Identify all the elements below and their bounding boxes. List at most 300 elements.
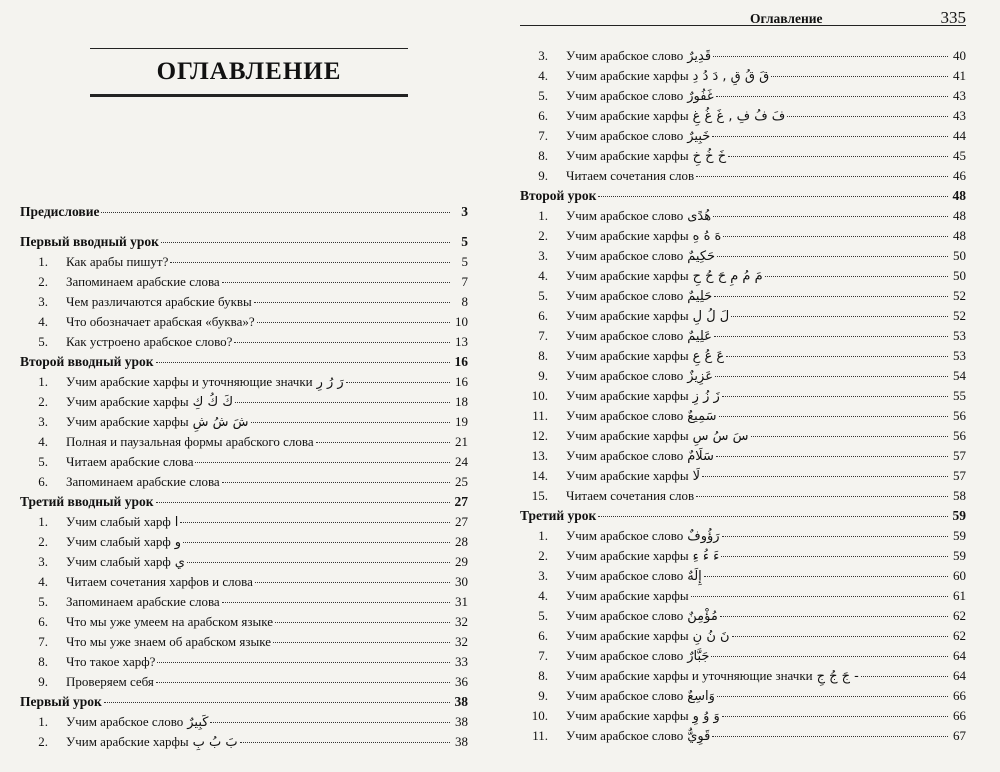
dot-leader [696,176,948,177]
toc-entry[interactable] [520,488,966,508]
entry-page-number: 19 [455,414,468,429]
dot-leader [719,416,949,417]
entry-page-number: 48 [952,188,966,203]
entry-page-number: 66 [953,708,966,723]
entry-number: 12. [531,428,548,443]
entry-title: Учим слабый харф [66,534,171,549]
entry-title: Учим слабый харф [66,554,171,569]
entry-number: 4. [538,68,548,83]
toc-entry[interactable] [20,574,468,594]
toc-section[interactable] [520,188,966,208]
entry-title: Проверяем себя [66,674,154,689]
arabic-text: - جَ جُ جِ [816,669,859,684]
toc-entry[interactable] [20,554,468,574]
entry-page-number: 52 [953,308,966,323]
toc-entry[interactable] [520,108,966,128]
toc-entry[interactable] [520,528,966,548]
dot-leader [704,576,948,577]
entry-title: Третий вводный урок [20,494,154,509]
entry-title: Учим арабские харфы [566,68,689,83]
entry-title: Чем различаются арабские буквы [66,294,252,309]
page-title: ОГЛАВЛЕНИЕ [156,58,342,85]
entry-number: 9. [538,688,548,703]
dot-leader [101,212,450,213]
toc-entry[interactable] [520,248,966,268]
dot-leader [156,502,451,503]
arabic-text: عَ عُ عِ [692,349,725,364]
toc-entry[interactable] [20,514,468,534]
entry-title: Что такое харф? [66,654,156,669]
dot-leader [712,736,948,737]
entry-number: 4. [38,434,48,449]
entry-title: Учим арабские харфы [566,708,689,723]
entry-number: 9. [538,368,548,383]
entry-page-number: 16 [454,354,468,369]
toc-entry[interactable] [20,314,468,334]
entry-page-number: 30 [455,574,468,589]
arabic-text: غَفُورٌ [687,89,714,104]
arabic-text: وَاسِعٌ [687,689,715,704]
header-title: Оглавление [750,11,823,26]
dot-leader [240,742,450,743]
dot-leader [713,56,948,57]
entry-number: 3. [38,414,48,429]
dot-leader [157,662,450,663]
entry-title: Учим арабское слово [566,528,684,543]
arabic-text: مَ مُ مِ حَ حُ حِ [692,269,763,284]
entry-page-number: 45 [953,148,966,163]
toc-entry[interactable] [520,208,966,228]
arabic-text: خَبِيرٌ [687,129,711,144]
toc-entry[interactable] [520,48,966,68]
entry-number: 6. [538,108,548,123]
entry-title: Учим арабское слово [566,608,684,623]
entry-number: 2. [38,734,48,749]
dot-leader [861,676,948,677]
toc-section[interactable] [20,354,468,374]
dot-leader [717,256,948,257]
entry-page-number: 56 [953,408,966,423]
entry-number: 5. [38,454,48,469]
entry-title: Как арабы пишут? [66,254,169,269]
arabic-text: لَا [692,469,701,484]
dot-leader [728,156,948,157]
entry-number: 6. [38,614,48,629]
entry-page-number: 57 [953,468,966,483]
dot-leader [726,356,948,357]
entry-title: Учим арабское слово [566,568,684,583]
dot-leader [183,542,450,543]
entry-number: 5. [538,288,548,303]
entry-number: 1. [38,514,48,529]
toc-entry[interactable] [520,588,966,608]
arabic-text: قَوِيٌّ [687,729,711,744]
entry-title: Учим арабское слово [566,208,684,223]
entry-number: 5. [538,88,548,103]
dot-leader [731,316,948,317]
toc-entry[interactable] [520,368,966,388]
entry-title: Учим арабские харфы [566,148,689,163]
arabic-text: شَ شُ شِ [192,415,249,430]
dot-leader [255,582,450,583]
entry-number: 11. [532,728,548,743]
entry-title: Учим арабское слово [66,714,184,729]
arabic-text: قَ قُ قِ , دَ دُ دِ [692,69,770,84]
entry-title: Предисловие [20,204,100,219]
entry-title: Учим арабское слово [566,688,684,703]
arabic-text: بَ بُ بِ [192,735,238,750]
entry-title: Полная и паузальная формы арабского слова [66,434,314,449]
arabic-text: ءَ ءُ ءِ [692,549,720,564]
entry-page-number: 28 [455,534,468,549]
entry-page-number: 21 [455,434,468,449]
entry-number: 4. [38,574,48,589]
entry-title: Что обозначает арабская «буква»? [66,314,255,329]
dot-leader [195,462,450,463]
entry-number: 1. [538,208,548,223]
entry-number: 2. [38,274,48,289]
toc-title-block [90,48,408,97]
entry-page-number: 52 [953,288,966,303]
toc-entry[interactable] [20,394,468,414]
entry-page-number: 59 [953,548,966,563]
entry-page-number: 57 [953,448,966,463]
toc-entry[interactable] [520,728,966,748]
entry-title: Учим арабские харфы [566,628,689,643]
title-bottom-rule [90,94,408,97]
dot-leader [235,402,450,403]
dot-leader [716,96,948,97]
entry-page-number: 64 [953,668,966,683]
dot-leader [751,436,948,437]
toc-section[interactable] [20,494,468,514]
entry-number: 15. [531,488,548,503]
entry-number: 2. [38,394,48,409]
arabic-text: لَ لُ لِ [692,309,730,324]
dot-leader [722,396,948,397]
dot-leader [187,562,450,563]
entry-title: Учим арабское слово [566,248,684,263]
entry-page-number: 5 [461,234,468,249]
entry-page-number: 53 [953,328,966,343]
entry-page-number: 43 [953,88,966,103]
entry-page-number: 13 [455,334,468,349]
entry-number: 7. [538,328,548,343]
entry-page-number: 40 [953,48,966,63]
entry-number: 5. [38,334,48,349]
arabic-text: رَ رُ رِ [316,375,344,390]
toc-entry[interactable] [520,428,966,448]
arabic-text: عَزِيزٌ [687,369,713,384]
entry-page-number: 27 [454,494,468,509]
toc-entry[interactable] [20,334,468,354]
entry-page-number: 44 [953,128,966,143]
dot-leader [257,322,450,323]
entry-title: Учим арабские харфы и уточняющие значки [566,668,813,683]
entry-page-number: 50 [953,268,966,283]
toc-right-list [520,48,966,748]
dot-leader [273,642,450,643]
entry-number: 1. [38,254,48,269]
entry-title: Второй урок [520,188,597,203]
entry-title: Учим арабское слово [566,448,684,463]
entry-page-number: 32 [455,614,468,629]
toc-entry[interactable] [520,408,966,428]
toc-entry[interactable] [20,274,468,294]
toc-entry[interactable] [520,608,966,628]
toc-entry[interactable] [520,288,966,308]
entry-page-number: 38 [454,694,468,709]
toc-left-list [20,204,468,754]
entry-number: 14. [531,468,548,483]
arabic-text: خَ خُ خِ [692,149,727,164]
entry-page-number: 62 [953,628,966,643]
toc-entry[interactable] [520,68,966,88]
entry-page-number: 25 [455,474,468,489]
entry-page-number: 56 [953,428,966,443]
toc-section[interactable] [20,204,468,224]
toc-entry[interactable] [20,414,468,434]
toc-section[interactable] [20,234,468,254]
entry-title: Читаем арабские слова [66,454,194,469]
dot-leader [210,722,450,723]
entry-title: Учим слабый харф [66,514,171,529]
entry-title: Учим арабские харфы [566,428,689,443]
entry-number: 2. [38,534,48,549]
entry-page-number: 33 [455,654,468,669]
dot-leader [598,196,948,197]
dot-leader [598,516,948,517]
entry-page-number: 59 [953,528,966,543]
entry-page-number: 46 [953,168,966,183]
entry-title: Учим арабское слово [566,48,684,63]
toc-entry[interactable] [520,628,966,648]
entry-title: Первый урок [20,694,102,709]
arabic-text: نَ نُ نِ [692,629,730,644]
toc-entry[interactable] [20,254,468,274]
toc-entry[interactable] [520,308,966,328]
entry-number: 6. [38,474,48,489]
entry-number: 3. [38,554,48,569]
entry-number: 8. [538,148,548,163]
entry-page-number: 36 [455,674,468,689]
toc-entry[interactable] [20,294,468,314]
arabic-text: هَ هُ هِ [692,229,722,244]
toc-entry[interactable] [20,534,468,554]
dot-leader [346,382,450,383]
entry-title: Учим арабские харфы [66,394,189,409]
dot-leader [222,482,450,483]
entry-title: Запоминаем арабские слова [66,594,220,609]
dot-leader [732,636,948,637]
toc-entry[interactable] [20,374,468,394]
dot-leader [714,336,948,337]
entry-title: Учим арабские харфы [566,388,689,403]
entry-page-number: 50 [953,248,966,263]
entry-title: Учим арабские харфы [566,348,689,363]
entry-page-number: 29 [455,554,468,569]
entry-number: 4. [538,268,548,283]
dot-leader [702,476,948,477]
toc-entry[interactable] [520,468,966,488]
right-page [505,0,1000,772]
entry-page-number: 66 [953,688,966,703]
entry-number: 6. [538,308,548,323]
entry-page-number: 27 [455,514,468,529]
dot-leader [222,602,450,603]
dot-leader [712,136,948,137]
entry-page-number: 32 [455,634,468,649]
dot-leader [161,242,450,243]
toc-entry[interactable] [520,228,966,248]
left-page [0,0,485,772]
dot-leader [720,616,948,617]
entry-title: Учим арабское слово [566,288,684,303]
dot-leader [711,656,948,657]
toc-entry[interactable] [520,148,966,168]
dot-leader [316,442,450,443]
toc-entry[interactable] [520,708,966,728]
dot-leader [716,456,948,457]
toc-entry[interactable] [520,688,966,708]
arabic-text: كَبِيرٌ [187,715,209,730]
toc-entry[interactable] [20,634,468,654]
arabic-text: وَ وُ وِ [692,709,720,724]
entry-title: Учим арабское слово [566,728,684,743]
arabic-text: سَ سُ سِ [692,429,749,444]
toc-entry[interactable] [520,448,966,468]
entry-page-number: 38 [455,714,468,729]
entry-title: Учим арабское слово [566,648,684,663]
entry-number: 8. [38,654,48,669]
entry-number: 7. [538,648,548,663]
entry-number: 2. [538,228,548,243]
entry-number: 7. [538,128,548,143]
toc-entry[interactable] [520,128,966,148]
entry-number: 8. [538,348,548,363]
entry-number: 5. [38,594,48,609]
arabic-text: ا [174,515,179,530]
entry-title: Учим арабские харфы [66,734,189,749]
entry-number: 3. [538,248,548,263]
arabic-text: فَ فُ فِ , غَ غُ غِ [692,109,786,124]
toc-entry[interactable] [20,714,468,734]
arabic-text: و [174,535,182,550]
toc-entry[interactable] [20,474,468,494]
toc-section[interactable] [520,508,966,528]
entry-page-number: 18 [455,394,468,409]
entry-title: Учим арабские харфы [566,588,689,603]
dot-leader [251,422,450,423]
entry-page-number: 8 [461,294,468,309]
dot-leader [717,696,948,697]
entry-page-number: 62 [953,608,966,623]
entry-page-number: 48 [953,228,966,243]
entry-number: 3. [538,568,548,583]
arabic-text: رَؤُوفٌ [687,529,720,544]
entry-title: Учим арабские харфы [66,414,189,429]
entry-page-number: 16 [455,374,468,389]
arabic-text: حَلِيمٌ [687,289,713,304]
entry-page-number: 24 [455,454,468,469]
toc-entry[interactable] [520,328,966,348]
dot-leader [721,556,948,557]
entry-number: 1. [38,374,48,389]
entry-page-number: 55 [953,388,966,403]
toc-entry[interactable] [20,614,468,634]
entry-title: Учим арабские харфы [566,108,689,123]
entry-number: 11. [532,408,548,423]
arabic-text: حَكِيمٌ [687,249,716,264]
toc-entry[interactable] [520,168,966,188]
entry-page-number: 64 [953,648,966,663]
dot-leader [234,342,450,343]
entry-number: 9. [538,168,548,183]
entry-title: Учим арабские харфы [566,268,689,283]
entry-page-number: 41 [953,68,966,83]
toc-entry[interactable] [520,348,966,368]
arabic-text: جَبَّارٌ [687,649,710,664]
toc-entry[interactable] [520,648,966,668]
toc-entry[interactable] [20,654,468,674]
toc-entry[interactable] [20,454,468,474]
entry-number: 10. [531,388,548,403]
dot-leader [222,282,450,283]
entry-title: Учим арабские харфы [566,308,689,323]
entry-number: 4. [38,314,48,329]
toc-entry[interactable] [520,388,966,408]
entry-page-number: 7 [461,274,468,289]
entry-number: 9. [38,674,48,689]
entry-title: Запоминаем арабские слова [66,274,220,289]
entry-title: Учим арабское слово [566,128,684,143]
arabic-text: زَ زُ زِ [692,389,720,404]
entry-page-number: 43 [953,108,966,123]
arabic-text: هُدًى [687,209,712,224]
dot-leader [170,262,450,263]
toc-section[interactable] [20,694,468,714]
arabic-text: كَ كُ كِ [192,395,234,410]
toc-entry[interactable] [520,268,966,288]
entry-page-number: 59 [952,508,966,523]
arabic-text: قَدِيرٌ [687,49,712,64]
toc-entry[interactable] [20,674,468,694]
toc-entry[interactable] [520,568,966,588]
toc-entry[interactable] [20,594,468,614]
toc-entry[interactable] [520,548,966,568]
toc-entry[interactable] [20,434,468,454]
entry-number: 3. [38,294,48,309]
entry-title: Первый вводный урок [20,234,159,249]
dot-leader [787,116,948,117]
entry-number: 4. [538,588,548,603]
toc-entry[interactable] [520,88,966,108]
entry-title: Учим арабское слово [566,408,684,423]
entry-number: 6. [538,628,548,643]
entry-number: 8. [538,668,548,683]
toc-entry[interactable] [20,734,468,754]
entry-number: 2. [538,548,548,563]
arabic-text: سَمِيعٌ [687,409,717,424]
entry-page-number: 48 [953,208,966,223]
entry-number: 13. [531,448,548,463]
toc-entry[interactable] [520,668,966,688]
arabic-text: مُؤْمِنٌ [687,609,718,624]
entry-title: Учим арабские харфы [566,468,689,483]
entry-page-number: 61 [953,588,966,603]
entry-title: Третий урок [520,508,597,523]
entry-page-number: 3 [461,204,468,219]
